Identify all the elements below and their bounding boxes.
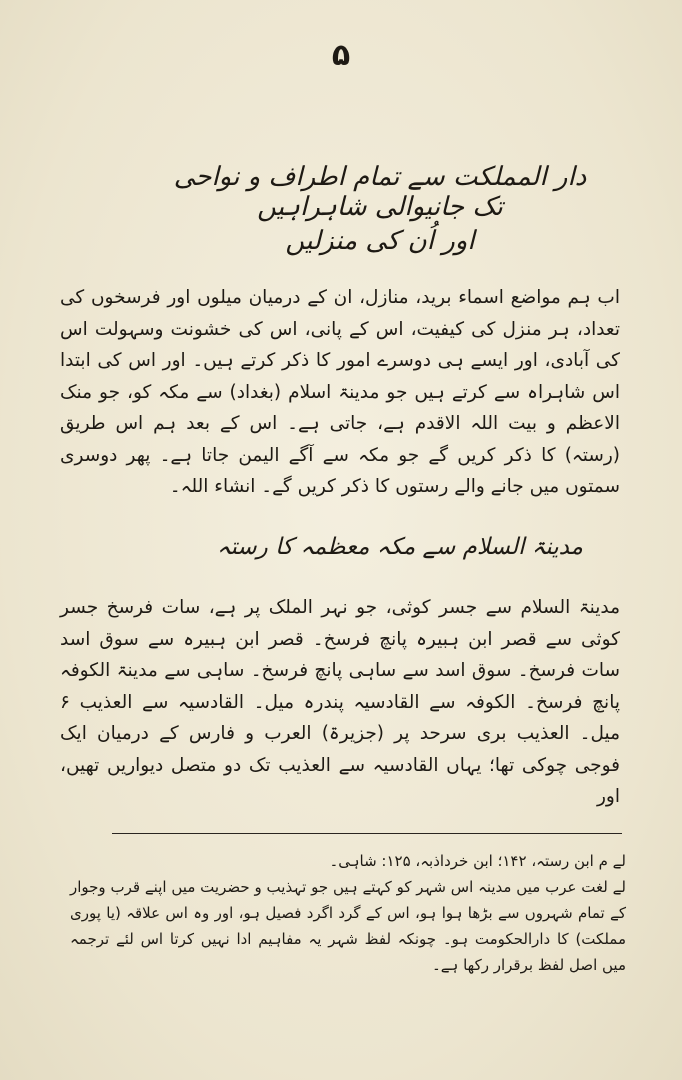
page-number: ۵ [331,38,351,73]
chapter-heading-line-1: دار المملکت سے تمام اطراف و نواحی تک جانیوالی شاہراہیں [173,162,587,222]
footnote-1: لے م ابن رستہ، ۱۴۲؛ ابن خرداذبہ، ۱۲۵: شاہی۔ [329,852,626,870]
chapter-heading-line-2: اور اُن کی منزلیں [285,226,475,256]
footnote-2: لے لغت عرب میں مدینہ اس شہر کو کہتے ہیں جو تہذیب و حضریت میں اپنے قرب وجوار کے تمام شہروں سے بڑھا ہوا ہو، اس کے گرد اگرد فصیل ہو، اور وہ اس علاقہ (یا پوری مملکت) کا دارالحکومت ہو۔ چونکہ لفظ شہر یہ مفاہیم ادا نہیں کرتا اس لئے ترجمہ میں اصل لفظ برقرار رکھا ہے۔ [70,878,626,974]
intro-paragraph: اب ہم مواضع اسماء برید، منازل، ان کے درمیان میلوں اور فرسخوں کی تعداد، ہر منزل کی کیفیت، اس کے پانی، اس کی خشونت وسہولت اس کی آبادی، اور ایسے ہی دوسرے امور کا ذکر کرتے ہیں۔ اور اس کی ابتدا اس شاہراہ سے کرتے ہیں جو مدینۃ اسلام (بغداد) سے مکہ کو، جو منک الاعظم و بیت اللہ الاقدم ہے، جاتی ہے۔ اس کے بعد ہم اس طریق (رستہ) کا ذکر کریں گے جو مکہ سے آگے الیمن جاتا ہے۔ پھر دوسری سمتوں میں جانے والے رستوں کا ذکر کریں گے۔ انشاء اللہ۔ [60,287,620,497]
footnotes [70,848,626,978]
section-heading: مدینۃ السلام سے مکہ معظمہ کا رستہ [216,534,583,560]
footnote-divider [112,833,622,834]
route-paragraph: مدینۃ السلام سے جسر کوثی، جو نہر الملک پر ہے، سات فرسخ جسر کوثی سے قصر ابن ہبیرہ پانچ فرسخ۔ قصر ابن ہبیرہ سے سوق اسد سات فرسخ۔ سوق اسد سے ساہی پانچ فرسخ۔ ساہی سے مدینۃ الکوفہ پانچ فرسخ۔ الکوفہ سے القادسیہ پندرہ میل۔ القادسیہ سے العذیب ۶ میل۔ العذیب بری سرحد پر (جزیرۃ) العرب و فارس کے درمیان ایک فوجی چوکی تھا؛ یہاں القادسیہ سے العذیب تک دو متصل دیواریں تھیں، اور [60,597,620,807]
